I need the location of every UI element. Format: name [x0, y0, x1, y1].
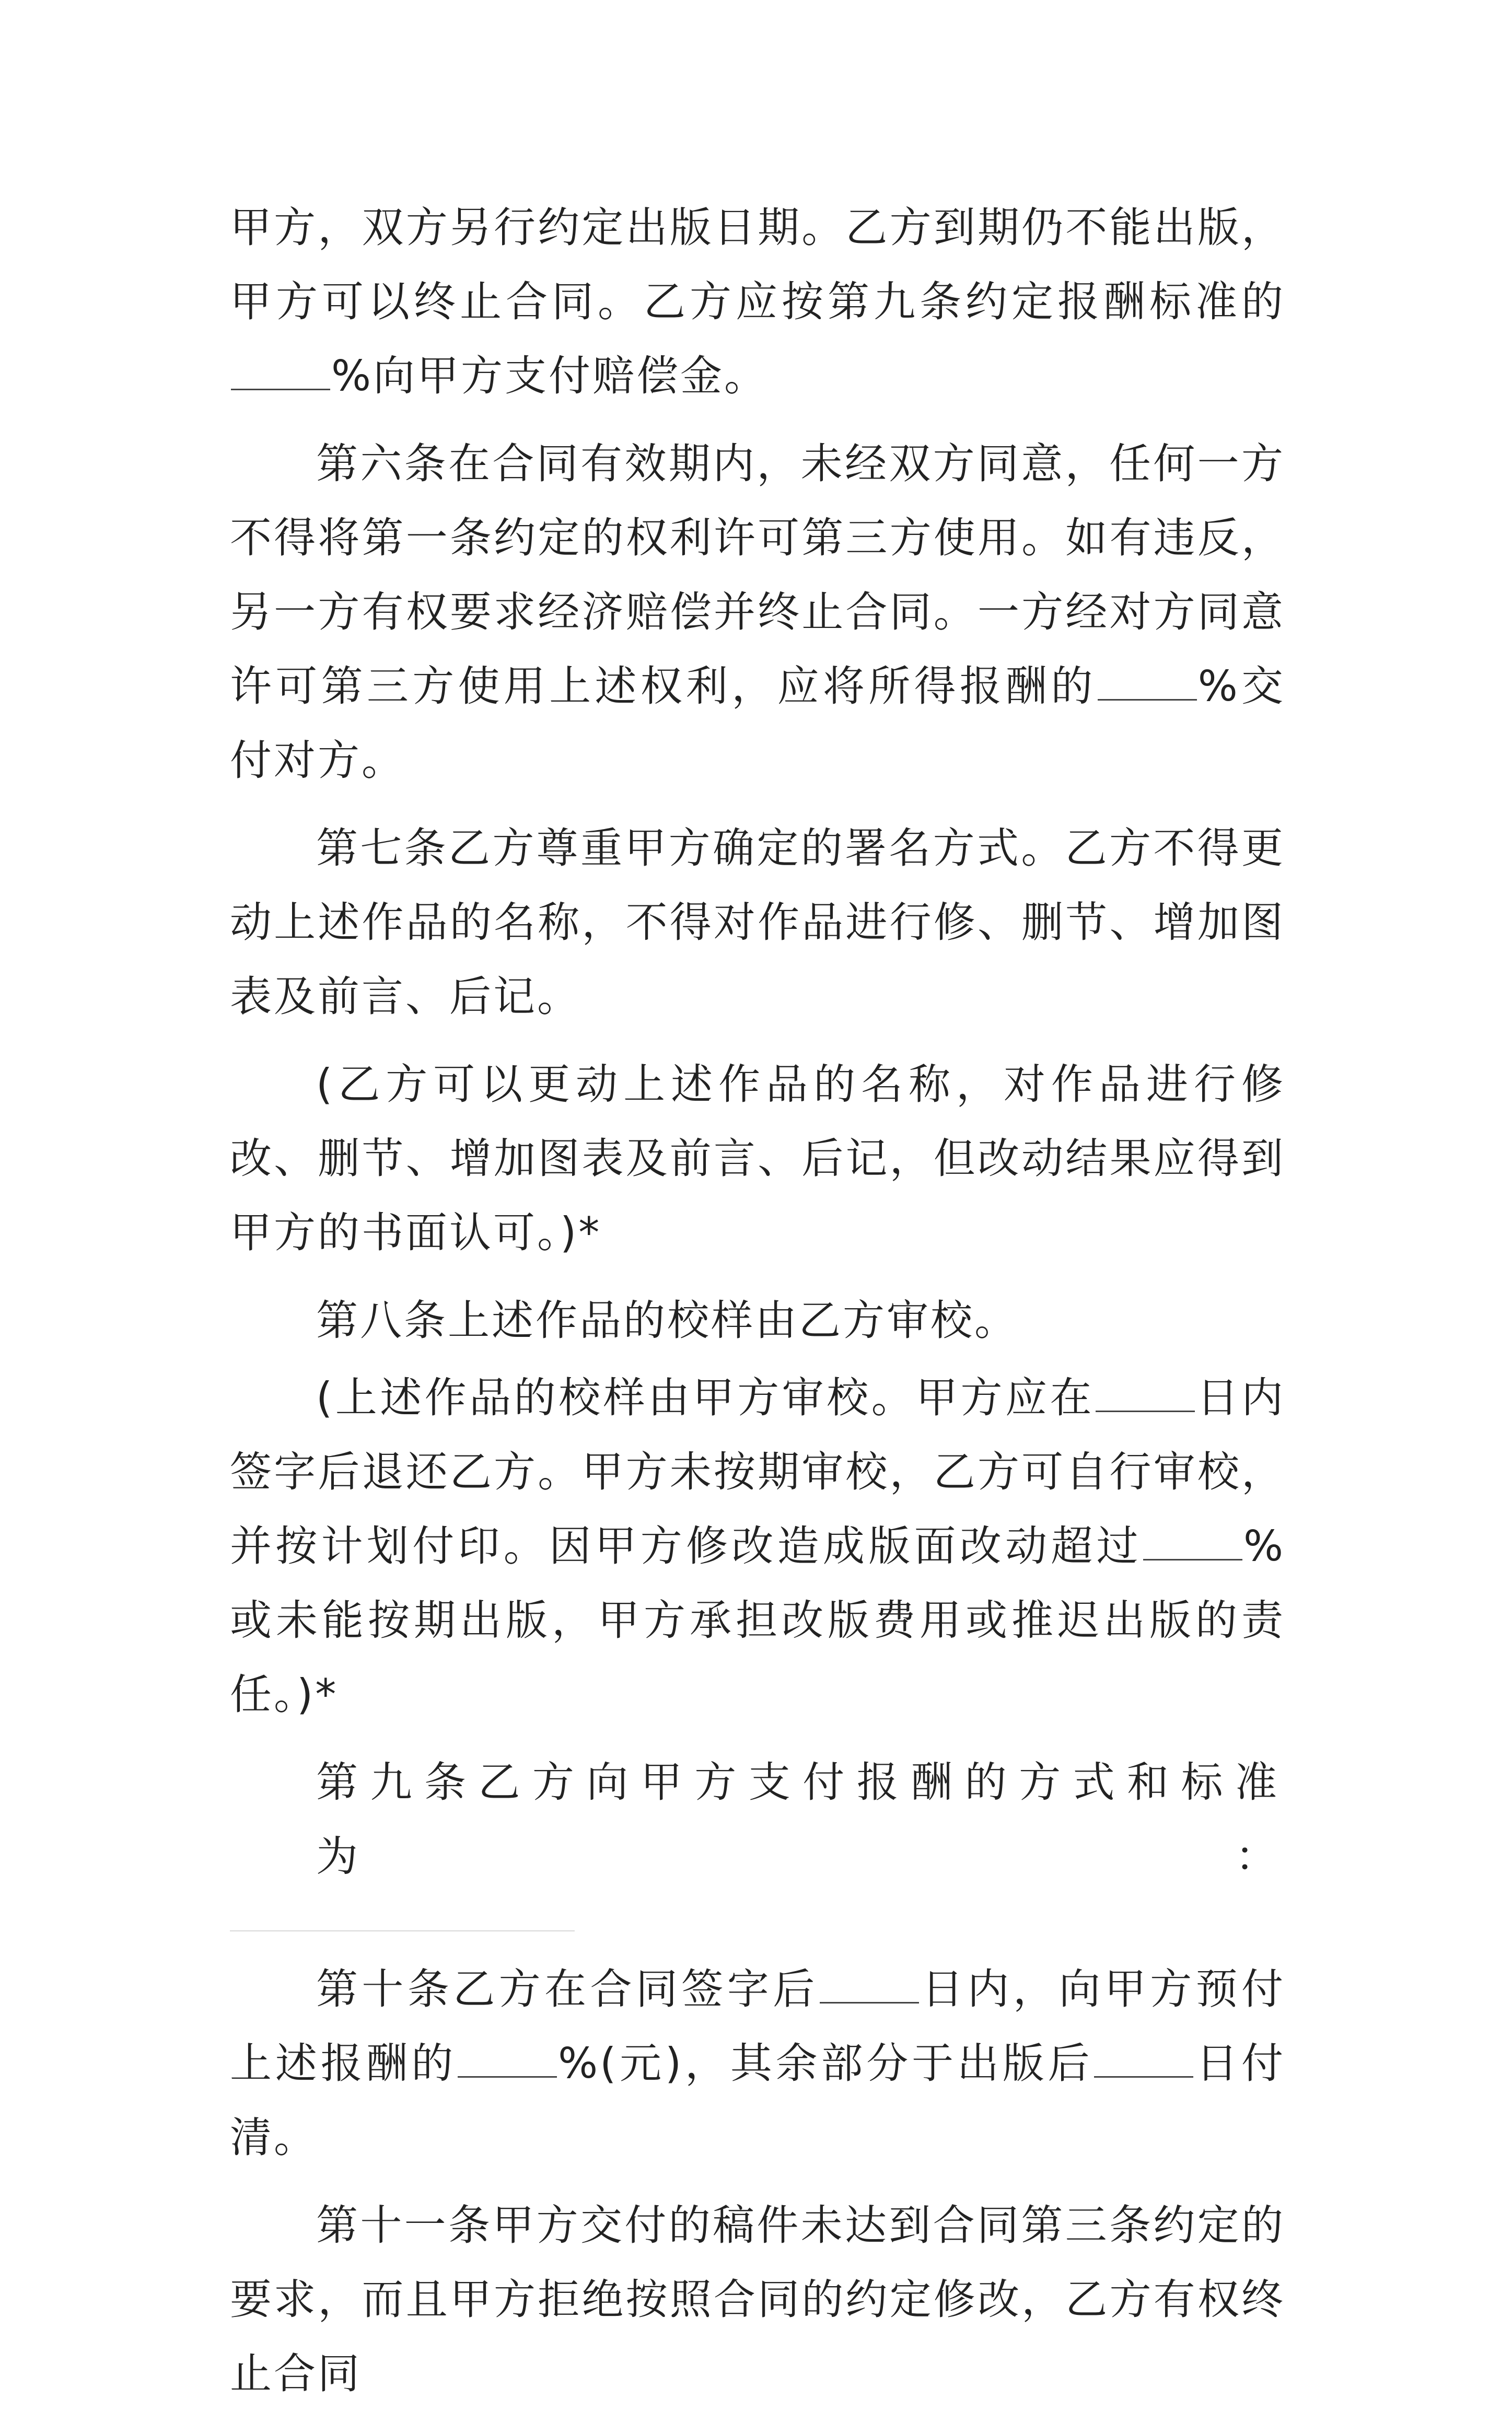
document-page	[230, 191, 1285, 2411]
text-segment: %或未能按期出版，甲方承担改版费用或推迟出版的责任。)*	[230, 1522, 1285, 1719]
text-segment: %(元)，其余部分于出版后	[558, 2039, 1094, 2088]
text-segment: 日内签字后退还乙方。甲方未按期审校，乙方可自行审校，并按计划付印。因甲方修改造成版面改动超过	[230, 1373, 1285, 1570]
text-segment: 第六条在合同有效期内，未经双方同意，任何一方不得将第一条约定的权利许可第三方使用。如有违反，另一方有权要求经济赔偿并终止合同。一方经对方同意许可第三方使用上述权利，应将所得报酬的	[230, 439, 1285, 711]
text-segment: %交付对方。	[230, 662, 1286, 785]
fill-in-blank	[1094, 2039, 1193, 2078]
fill-in-blank	[1143, 1521, 1242, 1560]
text-segment: 第十条乙方在合同签字后	[316, 1965, 819, 2013]
paragraph-article-8: 第八条上述作品的校样由乙方审校。	[316, 1296, 1018, 1345]
paragraph-article-7-alternative: (乙方可以更动上述作品的名称，对作品进行修改、删节、增加图表及前言、后记，但改动结果应得到甲方的书面认可。)*	[230, 1060, 1285, 1257]
fill-in-blank	[820, 1964, 919, 2004]
text-segment: 日内，向甲方预付上述报酬的	[230, 1965, 1286, 2088]
fill-in-blank	[1098, 661, 1197, 701]
paragraph-article-9: 第九条乙方向甲方支付报酬的方式和标准为：	[316, 1758, 1285, 1881]
text-segment: (上述作品的校样由甲方审校。甲方应在	[316, 1373, 1095, 1422]
text-segment: 甲方，双方另行约定出版日期。乙方到期仍不能出版，甲方可以终止合同。乙方应按第九条约定报酬标准的	[230, 203, 1285, 326]
fill-in-blank	[458, 2039, 557, 2078]
fill-in-blank	[231, 351, 330, 390]
paragraph-article-7: 第七条乙方尊重甲方确定的署名方式。乙方不得更动上述作品的名称，不得对作品进行修、删节、增加图表及前言、后记。	[230, 824, 1285, 1021]
text-segment: 日付清。	[230, 2039, 1286, 2162]
paragraph-article-10	[230, 1952, 1285, 2175]
paragraph-article-11: 第十一条甲方交付的稿件未达到合同第三条约定的要求，而且甲方拒绝按照合同的约定修改，乙方有权终止合同	[230, 2201, 1285, 2398]
fill-in-blank	[1096, 1373, 1195, 1412]
paragraph-article-6	[230, 427, 1285, 798]
paragraph-article-8-alternative	[230, 1361, 1285, 1732]
paragraph-article-5-continued	[230, 191, 1285, 413]
divider-line	[230, 1930, 575, 1931]
text-segment: %向甲方支付赔偿金。	[331, 352, 769, 400]
